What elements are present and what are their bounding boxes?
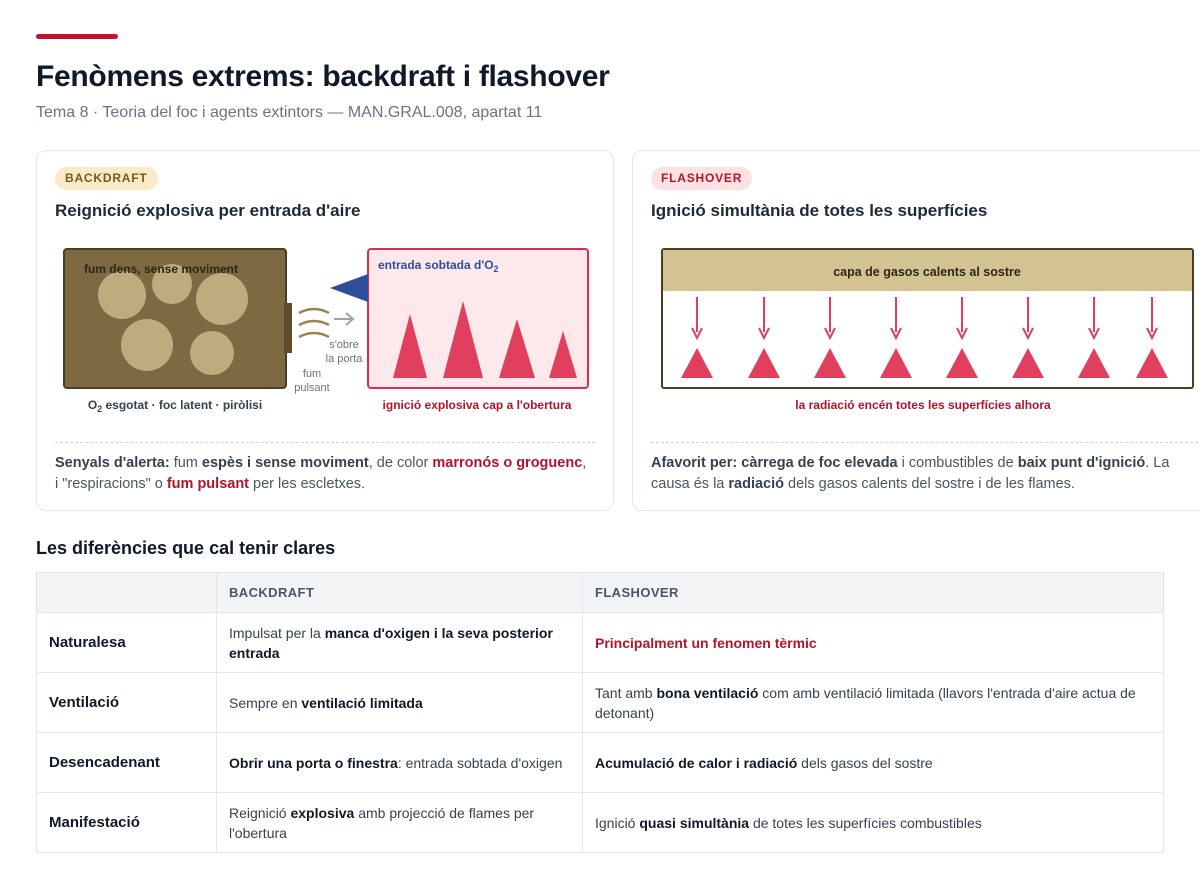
header-cell-flashover: FLASHOVER (583, 573, 1164, 613)
gas-layer-label: capa de gasos calents al sostre (833, 265, 1021, 279)
table-row (37, 793, 1164, 853)
flashover-cell: Principalment un fenomen tèrmic (583, 613, 1164, 673)
backdraft-cell: Impulsat per la manca d'oxigen i la seva posterior entrada (217, 613, 583, 673)
header-cell-empty (37, 573, 217, 613)
backdraft-heading: Reignició explosiva per entrada d'aire (55, 201, 361, 220)
table-row (37, 733, 1164, 793)
accent-bar (36, 34, 118, 39)
backdraft-diagram (37, 241, 615, 431)
comparison-table (36, 572, 1164, 853)
puff-label: fum (302, 368, 322, 380)
backdraft-card (36, 150, 614, 511)
flashover-heading: Ignició simultània de totes les superfícies (651, 201, 988, 220)
smoke-puff (190, 331, 234, 375)
row-label: Naturalesa (37, 613, 217, 673)
page-subtitle: Tema 8 · Teoria del foc i agents extintors — MAN.GRAL.008, apartat 11 (36, 104, 543, 121)
pulse-wave-icon (299, 321, 329, 325)
door-label: la porta (325, 353, 363, 365)
backdraft-cell: Sempre en ventilació limitada (217, 673, 583, 733)
door-label: s'obre (329, 339, 359, 351)
ignition-caption: ignició explosiva cap a l'obertura (382, 398, 572, 412)
row-label: Desencadenant (37, 733, 217, 793)
flashover-diagram (633, 241, 1200, 431)
row-label: Manifestació (37, 793, 217, 853)
oxygen-label: entrada sobtada $d'O_2$ (378, 258, 499, 274)
smoke-puff (196, 273, 248, 325)
table-row (37, 613, 1164, 673)
flashover-card (632, 150, 1200, 511)
card-divider (55, 442, 595, 443)
flashover-cell: Ignició quasi simultània de totes les superfícies combustibles (583, 793, 1164, 853)
backdraft-badge: BACKDRAFT (55, 167, 158, 190)
backdraft-warning-text: Senyals d'alerta: fum espès i sense moviment, de color marronós o groguenc, i "respiracions" o fum pulsant per les escletxes. (55, 455, 587, 492)
page-title: Fenòmens extrems: backdraft i flashover (36, 60, 610, 93)
oxygen-inflow-icon (330, 274, 368, 302)
backdraft-cell: Obrir una porta o finestra: entrada sobtada d'oxigen (217, 733, 583, 793)
table-header-row (37, 573, 1164, 613)
smoke-label: fum dens, sense moviment (83, 262, 239, 276)
row-label: Ventilació (37, 673, 217, 733)
pulse-wave-icon (299, 333, 329, 337)
header-cell-backdraft: BACKDRAFT (217, 573, 583, 613)
card-divider (651, 442, 1200, 443)
flashover-cell: Tant amb bona ventilació com amb ventilació limitada (llavors l'entrada d'aire actua de detonant) (583, 673, 1164, 733)
smoke-puff (121, 319, 173, 371)
pulse-wave-icon (299, 309, 329, 313)
flashover-cause-text: Afavorit per: càrrega de foc elevada i combustibles de baix punt d'ignició. La causa és la radiació dels gasos calents del sostre i de les flames. (651, 455, 1170, 492)
comparison-title: Les diferències que cal tenir clares (36, 538, 336, 558)
room-caption: $O_2$ esgotat · foc latent · piròlisi (87, 398, 263, 414)
flashover-badge: FLASHOVER (651, 167, 752, 190)
table-row (37, 673, 1164, 733)
door-icon (284, 303, 292, 353)
backdraft-cell: Reignició explosiva amb projecció de flames per l'obertura (217, 793, 583, 853)
puff-label: pulsant (294, 382, 330, 394)
flashover-cell: Acumulació de calor i radiació dels gasos del sostre (583, 733, 1164, 793)
radiation-caption: la radiació encén totes les superfícies alhora (795, 398, 1051, 412)
smoke-puff (98, 271, 146, 319)
